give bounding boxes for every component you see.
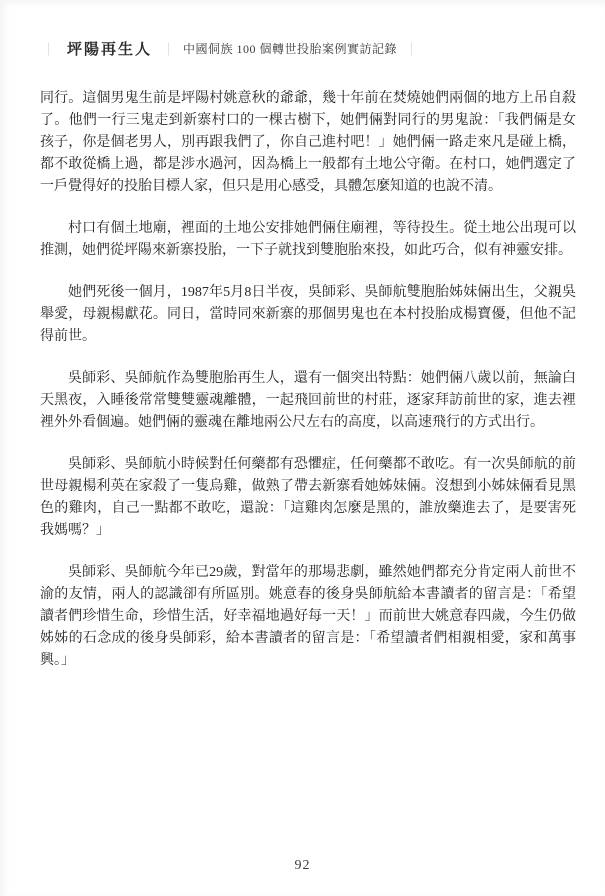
page-number: 92: [294, 858, 311, 873]
page-header: [42, 38, 418, 59]
header-separator: ｜: [407, 42, 416, 57]
page-body-text: [40, 88, 576, 692]
paragraph: 吳師彩、吳師航小時候對任何藥都有恐懼症，任何藥都不敢吃。有一次吳師航的前世母親楊利英在家殺了一隻烏雞，做熟了帶去新寨看她姊妹倆。沒想到小姊妹倆看見黑色的雞肉，自己一點都不敢吃，還說：「這雞肉怎麼是黑的，誰放藥進去了，是要害死我媽嗎？」: [40, 457, 576, 538]
paragraph: 吳師彩、吳師航今年已29歲，對當年的那場悲劇，雖然她們都充分肯定兩人前世不渝的友情，兩人的認識卻有所區別。姚意春的後身吳師航給本書讀者的留言是：「希望讀者們珍惜生命，珍惜生活，好幸福地過好每一天！」而前世大姚意春四歲，今生仍做姊姊的石念成的後身吳師彩，給本書讀者的留言是：「希望讀者們相親相愛，家和萬事興。」: [40, 565, 576, 668]
book-subtitle: 中國侗族 100 個轉世投胎案例實訪記錄: [183, 42, 398, 56]
header-separator: ｜: [44, 42, 53, 57]
paragraph: 她們死後一個月，1987年5月8日半夜，吳師彩、吳師航雙胞胎姊妹倆出生，父親吳舉愛，母親楊獻花。同日，當時同來新寨的那個男鬼也在本村投胎成楊寶優，但他不記得前世。: [40, 285, 576, 344]
paragraph: 吳師彩、吳師航作為雙胞胎再生人，還有一個突出特點：她們倆八歲以前，無論白天黑夜，入睡後常常雙雙靈魂離體，一起飛回前世的村莊，逐家拜訪前世的家，進去裡裡外外看個遍。她們倆的靈魂在離地兩公尺左右的高度，以高速飛行的方式出行。: [40, 371, 576, 430]
header-separator: ｜: [164, 42, 173, 57]
paragraph: 同行。這個男鬼生前是坪陽村姚意秋的爺爺，幾十年前在焚燒她們兩個的地方上吊自殺了。他們一行三鬼走到新寨村口的一棵古樹下，她們倆對同行的男鬼說：「我們倆是女孩子，你是個老男人，別再跟我們了，你自己進村吧！」她們倆一路走來凡是碰上橋，都不敢從橋上過，都是涉水過河，因為橋上一般都有土地公守衛。在村口，她們選定了一戶覺得好的投胎目標人家，但只是用心感受，具體怎麼知道的也說不清。: [40, 91, 576, 194]
book-title: 坪陽再生人: [67, 42, 153, 58]
paragraph: 村口有個土地廟，裡面的土地公安排她們倆住廟裡，等待投生。從土地公出現可以推測，她們從坪陽來新寨投胎，一下子就找到雙胞胎來投，如此巧合，似有神靈安排。: [40, 221, 576, 258]
